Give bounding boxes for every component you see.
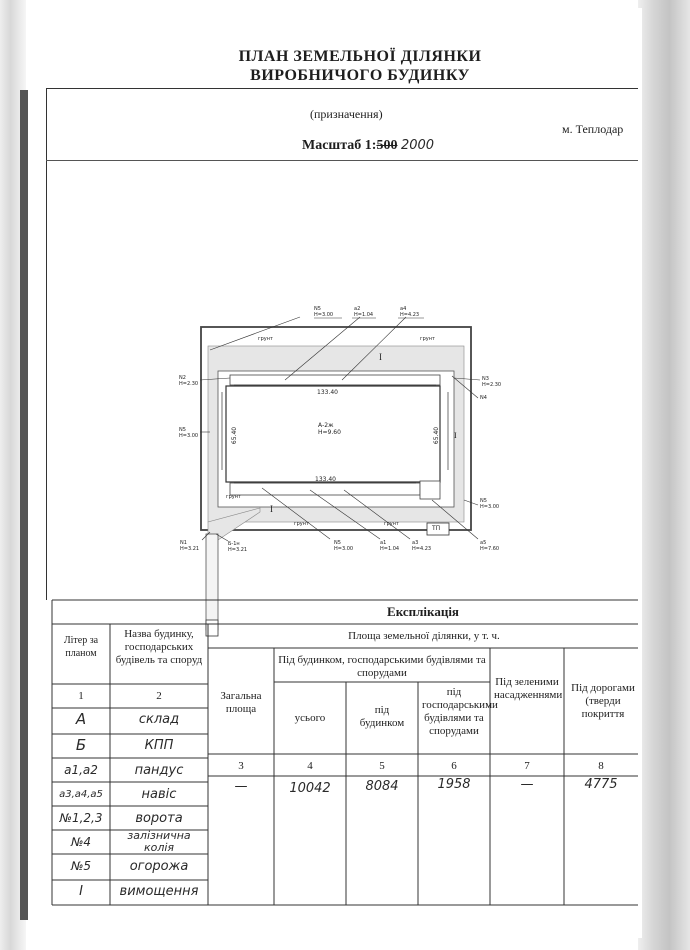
- value-house: 8084: [365, 779, 399, 794]
- area-I-label-right: I: [454, 431, 457, 440]
- area-I-label-top: I: [379, 352, 382, 362]
- callout-n5-bottom: N5 H=3.00: [334, 540, 354, 552]
- col-num-5: 5: [379, 760, 385, 772]
- callout-n1: N1 H=3.21: [180, 540, 200, 552]
- row-4-liter: а3,а4,а5: [59, 789, 103, 800]
- callout-a5: а5 H=7.60: [480, 540, 500, 552]
- area-I-label-bottom: I: [270, 504, 273, 514]
- row-7-name: огорожа: [129, 859, 189, 874]
- scale-new-handwritten: 2000: [400, 138, 435, 153]
- value-total: —: [234, 779, 248, 794]
- callout-a2: а2 H=1.04: [354, 306, 374, 318]
- callout-n2: N2 H=2.30: [179, 375, 199, 387]
- row-2-liter: Б: [75, 736, 87, 754]
- row-1-name: склад: [138, 712, 180, 727]
- building-label: А-2ж: [318, 422, 334, 429]
- callout-n5-right: N5 H=3.00: [480, 498, 500, 510]
- value-outbuildings: 1958: [437, 777, 471, 792]
- col-num-4: 4: [307, 760, 313, 772]
- callout-n5-top: N5 H=3.00: [314, 306, 334, 318]
- grunt-label-4: грунт: [294, 521, 309, 527]
- row-5-name: ворота: [135, 811, 183, 826]
- header-name: Назва будинку, господарських будівель та споруд: [115, 628, 203, 666]
- row-3-liter: а1,а2: [64, 763, 98, 777]
- header-roads: Під дорогами (тверди покриття: [571, 682, 635, 720]
- col-num-1: 1: [78, 690, 84, 702]
- title-line-1: ПЛАН ЗЕМЕЛЬНОЇ ДІЛЯНКИ: [238, 48, 482, 65]
- callout-n3: N3 H=2.30: [482, 376, 502, 388]
- col-num-6: 6: [451, 760, 457, 772]
- dim-bottom: 133.40: [315, 476, 336, 483]
- grunt-label-1: грунт: [258, 336, 273, 342]
- scale-label: Масштаб 1:: [302, 138, 377, 153]
- row-7-liter: №5: [70, 859, 92, 873]
- row-3-name: пандус: [134, 763, 184, 778]
- callout-b: Б-1н H=3.21: [228, 541, 248, 553]
- value-green: —: [520, 777, 534, 792]
- header-area-group: Площа земельної ділянки, у т. ч.: [348, 630, 500, 642]
- col-num-8: 8: [598, 760, 604, 772]
- dim-left: 65.40: [231, 426, 239, 445]
- header-all: усього: [294, 712, 326, 724]
- dim-top: 133.40: [317, 389, 338, 396]
- grunt-label-5: грунт: [384, 521, 399, 527]
- callout-a3: а3 H=4.23: [412, 540, 432, 552]
- tp-label: ТП: [432, 525, 441, 532]
- title-line-2: ВИРОБНИЧОГО БУДИНКУ: [250, 67, 470, 84]
- table-title: Експлікація: [387, 604, 459, 619]
- col-num-3: 3: [238, 760, 244, 772]
- header-under-outbuildings: під господарськими будівлями та спорудами: [422, 686, 498, 737]
- value-all: 10042: [289, 781, 331, 796]
- callout-a1: а1 H=1.04: [380, 540, 400, 552]
- row-5-liter: №1,2,3: [59, 811, 103, 825]
- grunt-label-2: грунт: [420, 336, 435, 342]
- row-6-liter: №4: [70, 835, 92, 849]
- row-2-name: КПП: [144, 738, 174, 753]
- callout-n4: N4: [480, 395, 487, 401]
- header-under-group: Під будинком, господарськими будівлями та спорудами: [278, 654, 486, 679]
- header-total: Загальна площа: [220, 690, 262, 715]
- building-height: Н=9.60: [318, 429, 341, 436]
- row-6-name: залізнична колія: [127, 829, 191, 854]
- row-1-liter: А: [75, 710, 87, 728]
- value-roads: 4775: [584, 777, 618, 792]
- purpose-label: (призначення): [310, 107, 383, 121]
- row-4-name: навіс: [141, 787, 177, 802]
- row-8-name: вимощення: [119, 884, 199, 899]
- dim-right: 65.40: [433, 426, 441, 445]
- grunt-label-3: грунт: [226, 494, 241, 500]
- header-green: Під зеленими насадженнями: [494, 676, 563, 701]
- header-liter: Літер за планом: [63, 635, 99, 659]
- callout-n5-left: N5 H=3.00: [179, 427, 199, 439]
- header-under-house: під будинком: [359, 704, 405, 729]
- callout-a4: а4 H=4.23: [400, 306, 420, 318]
- scale-old: 500: [376, 138, 398, 153]
- col-num-7: 7: [524, 760, 530, 772]
- city-label: м. Теплодар: [562, 122, 624, 136]
- col-num-2: 2: [156, 690, 162, 702]
- row-8-liter: І: [79, 884, 83, 899]
